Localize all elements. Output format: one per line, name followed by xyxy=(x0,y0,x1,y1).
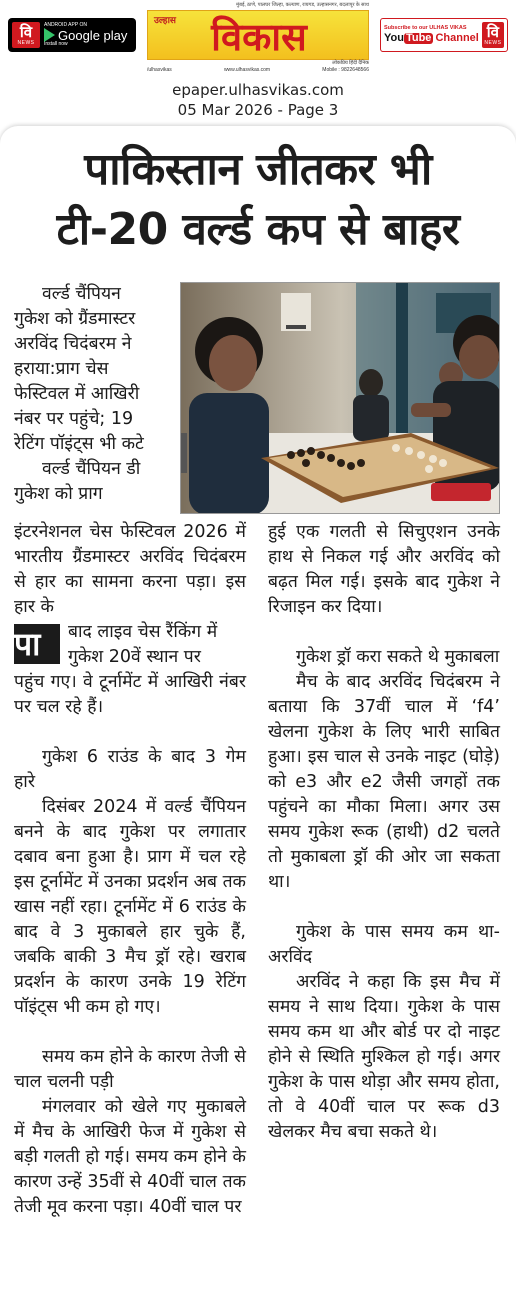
logo-tagline: लोकप्रिय हिंदी दैनिक xyxy=(332,60,369,66)
headline-line-2: टी-20 वर्ल्ड कप से बाहर xyxy=(56,204,460,255)
headline-line-1: पाकिस्तान जीतकर भी xyxy=(84,144,432,195)
dropcap-line: गुकेश 20वें स्थान पर xyxy=(68,647,201,667)
page-info xyxy=(0,80,516,120)
youtube-you: You xyxy=(384,32,404,45)
dropcap: पा xyxy=(14,624,60,664)
logo-sub: NEWS xyxy=(17,39,35,46)
newspaper-logo[interactable] xyxy=(147,0,369,74)
paragraph: इंटरनेशनल चेस फेस्टिवल 2026 में भारतीय ग्रैंडमास्टर अरविंद चिदंबरम से हार का सामना करना पड़ा। इस हार के xyxy=(14,522,246,617)
paragraph: दिसंबर 2024 में वर्ल्ड चैंपियन बनने के बाद गुकेश पर लगातार दबाव बना हुआ है। प्राग में चल रहे इस टूर्नामेंट में उनका प्रदर्शन अब तक खास नहीं रहा। टूर्नामेंट में 6 राउंड के बाद वे 3 मुकाबले हार चुके हैं, जबकि बाकी 3 मैच ड्रॉ रहे। खराब प्रदर्शन के कारण उनके 19 रेटिंग पॉइंट्स भी कम हो गए। xyxy=(14,797,246,1017)
paragraph: अरविंद ने कहा कि इस मैच में समय ने साथ दिया। गुकेश के पास समय कम था और बोर्ड पर दो नाइट होने से स्थिति मुश्किल हो गई। अगर गुकेश के पास थोड़ा और समय होता, तो वे 40वीं चाल पर रूक d3 खेलकर मैच बचा सकते थे। xyxy=(268,972,500,1142)
logo-letter: वि xyxy=(19,22,33,41)
intro-line: फेस्टिवल में आखिरी xyxy=(14,384,140,404)
intro-line: हराया:प्राग चेस xyxy=(14,359,109,379)
youtube-tube: Tube xyxy=(405,32,432,45)
google-play-badge[interactable] xyxy=(8,18,136,52)
epaper-url[interactable]: epaper.ulhasvikas.com xyxy=(172,81,344,99)
right-column xyxy=(268,520,500,1145)
chess-match-photo xyxy=(180,282,500,514)
subheading: समय कम होने के कारण तेजी से चाल चलनी पड़ी xyxy=(14,1047,246,1092)
page-date: 05 Mar 2026 - Page 3 xyxy=(177,101,339,119)
logo-letter: वि xyxy=(486,22,500,41)
paragraph: मैच के बाद अरविंद चिदंबरम ने बताया कि 37वीं चाल में ‘f4’ खेलना गुकेश के लिए भारी साबित हुआ। इस चाल से उनके नाइट (घोड़े) को e3 और e2 जैसी जगहों तक पहुंचने का मौका मिला। अगर उस समय गुकेश रूक (हाथी) d2 चलते तो मुकाबला ड्रॉ की ओर जा सकता था। xyxy=(268,672,500,892)
logo-sub: NEWS xyxy=(484,39,502,46)
logo-box xyxy=(147,10,369,60)
logo-social-row xyxy=(147,67,369,74)
logo-title: विकास xyxy=(211,15,307,59)
intro-line: वर्ल्ड चैंपियन डी xyxy=(42,459,141,479)
ulhas-vikas-news-logo xyxy=(482,22,504,48)
subheading: गुकेश ड्रॉ करा सकते थे मुकाबला xyxy=(296,647,500,667)
youtube-channel: Channel xyxy=(435,32,479,45)
paragraph: पहुंच गए। वे टूर्नामेंट में आखिरी नंबर पर चल रहे हैं। xyxy=(14,672,246,717)
subheading: गुकेश 6 राउंड के बाद 3 गेम हारे xyxy=(14,747,246,792)
article-headline xyxy=(0,140,516,260)
intro-line: नंबर पर पहुंचे; 19 xyxy=(14,409,134,429)
play-store-icon xyxy=(44,28,55,42)
mobile-number: Mobile : 9822648566 xyxy=(322,67,369,73)
youtube-channel-badge[interactable] xyxy=(380,18,508,52)
masthead xyxy=(0,0,516,78)
logo-coverage-text: मुंबई, ठाणे, पालघर जिल्हा, कल्याण, रायगड, उल्हासनगर, बदलापूर के साथ xyxy=(236,2,369,8)
intro-line: गुकेश को ग्रैंडमास्टर xyxy=(14,309,136,329)
left-column-intro xyxy=(14,282,174,507)
social-handle: /ulhasvikas xyxy=(147,67,172,73)
subheading: गुकेश के पास समय कम था- अरविंद xyxy=(268,922,500,967)
logo-small-text: उल्हास xyxy=(154,16,177,26)
subscribe-text: Subscribe to our ULHAS VIKAS xyxy=(384,24,467,31)
left-column-main xyxy=(14,520,246,1220)
youtube-text xyxy=(384,26,479,45)
chess-photo-illustration xyxy=(181,283,500,514)
store-small-text: ANDROID APP ON xyxy=(44,22,87,28)
intro-line: वर्ल्ड चैंपियन xyxy=(42,284,121,304)
paragraph: हुई एक गलती से सिचुएशन उनके हाथ से निकल गई और अरविंद को बढ़त मिल गई। इसके बाद गुकेश ने रिजाइन कर दिया। xyxy=(268,522,500,617)
intro-line: रेटिंग पॉइंट्स भी कटे xyxy=(14,434,144,454)
install-text: Install now xyxy=(44,41,68,47)
social-site: www.ulhasvikas.com xyxy=(223,67,271,73)
article-card xyxy=(0,126,516,1312)
intro-line: अरविंद चिदंबरम ने xyxy=(14,334,132,354)
google-play-text xyxy=(44,23,127,47)
store-name: Google play xyxy=(58,27,128,43)
dropcap-line: बाद लाइव चेस रैंकिंग में xyxy=(68,622,218,642)
paragraph: मंगलवार को खेले गए मुकाबले में मैच के आखिरी फेज में गुकेश से बड़ी गलती हो गई। समय कम होने के कारण उन्हें 35वीं से 40वीं चाल तक तेजी मूव करना पड़ा। 40वीं चाल पर xyxy=(14,1097,246,1217)
ulhas-vikas-news-logo xyxy=(12,22,40,48)
intro-line: गुकेश को प्राग xyxy=(14,484,103,504)
